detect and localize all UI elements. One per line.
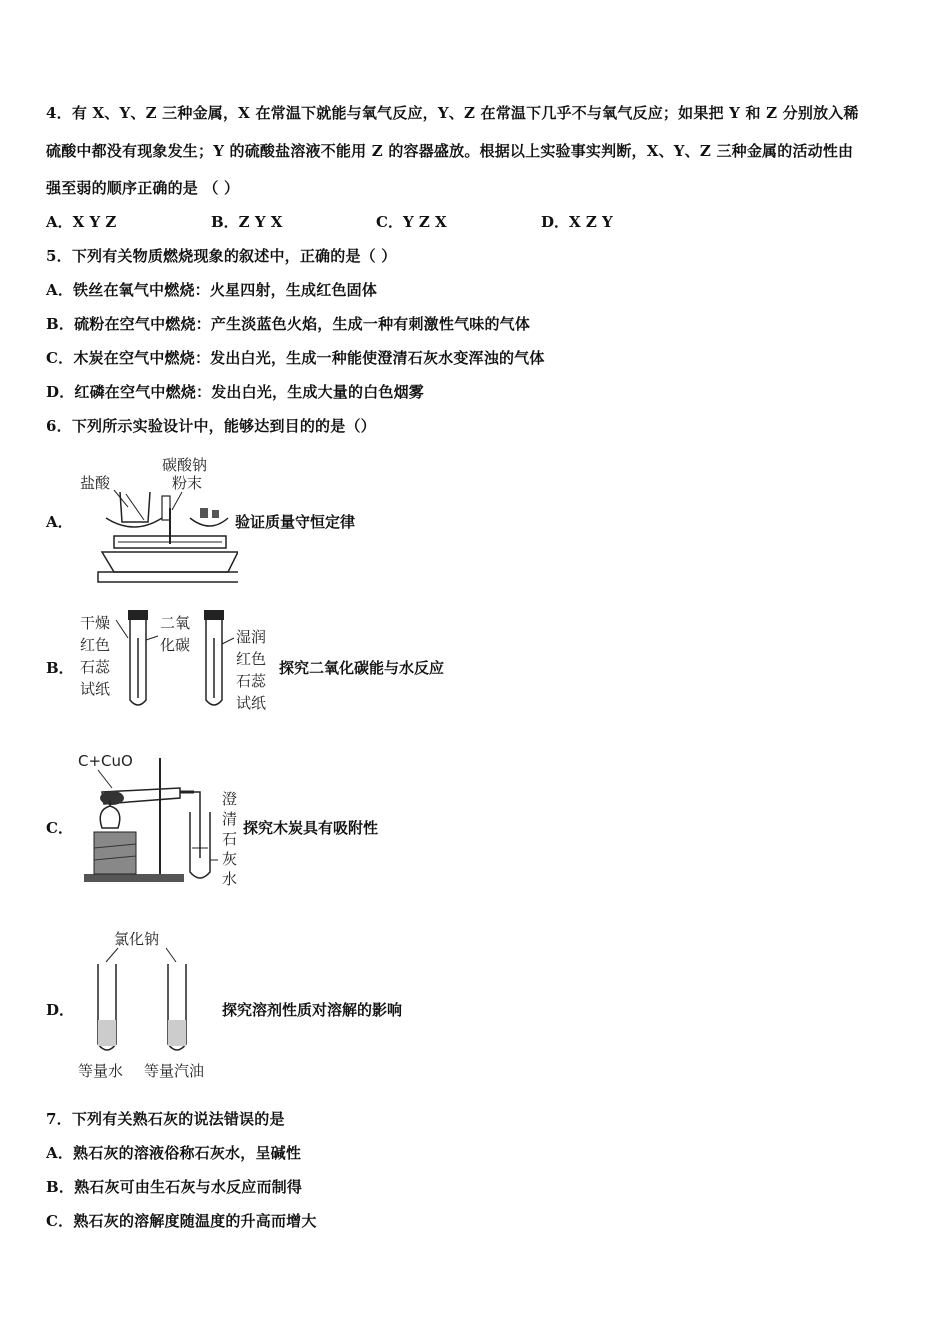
q6-d-caption: 探究溶剂性质对溶解的影响 [222, 1001, 403, 1019]
q4-option-d: D．X Z Y [541, 213, 613, 231]
label-water: 等量水 [78, 1062, 124, 1080]
label-wet-4: 试纸 [236, 694, 267, 712]
q6-c-letter: C． [46, 819, 73, 837]
q7-option-a: A．熟石灰的溶液俗称石灰水，呈碱性 [46, 1144, 302, 1162]
label-gasoline: 等量汽油 [144, 1062, 205, 1080]
q5-option-b: B．硫粉在空气中燃烧：产生淡蓝色火焰，生成一种有刺激性气味的气体 [46, 315, 531, 333]
label-dry-3: 石蕊 [80, 658, 111, 676]
q5-option-a: A．铁丝在氧气中燃烧：火星四射，生成红色固体 [46, 281, 378, 299]
q6-b-caption: 探究二氧化碳能与水反应 [279, 659, 445, 677]
q6-a-caption: 验证质量守恒定律 [235, 513, 356, 531]
q6-b-letter: B． [46, 659, 74, 677]
label-sodium-carbonate: 碳酸钠 [162, 456, 208, 474]
charcoal-reduction-diagram [76, 748, 246, 888]
label-limewater-4: 灰 [222, 850, 238, 868]
q4-stem-line-3: 强至弱的顺序正确的是 （ ） [46, 179, 240, 197]
q5-option-c: C．木炭在空气中燃烧：发出白光，生成一种能使澄清石灰水变浑浊的气体 [46, 349, 545, 367]
q7-option-c: C．熟石灰的溶解度随温度的升高而增大 [46, 1212, 317, 1230]
q6-d-letter: D． [46, 1001, 75, 1019]
label-limewater-2: 清 [222, 810, 238, 828]
q4-stem-line-2: 硫酸中都没有现象发生；Y 的硫酸盐溶液不能用 Z 的容器盛放。根据以上实验事实判断，X、Y、Z 三种金属的活动性由 [46, 142, 854, 160]
q5-option-d: D．红磷在空气中燃烧：发出白光，生成大量的白色烟雾 [46, 383, 425, 401]
label-limewater-3: 石 [222, 830, 238, 848]
balance-diagram [78, 452, 238, 587]
q5-stem: 5．下列有关物质燃烧现象的叙述中，正确的是（ ） [46, 247, 397, 265]
label-wet-1: 湿润 [236, 628, 267, 646]
q7-option-b: B．熟石灰可由生石灰与水反应而制得 [46, 1178, 303, 1196]
q4-option-a: A．X Y Z [46, 213, 117, 231]
label-dry-4: 试纸 [80, 680, 111, 698]
label-sodium-chloride: 氯化钠 [114, 930, 160, 948]
q6-c-caption: 探究木炭具有吸附性 [243, 819, 379, 837]
label-wet-3: 石蕊 [236, 672, 267, 690]
label-dry-2: 红色 [80, 636, 111, 654]
q6-stem: 6．下列所示实验设计中，能够达到目的的是（） [46, 417, 376, 435]
q4-option-b: B．Z Y X [211, 213, 283, 231]
q7-stem: 7．下列有关熟石灰的说法错误的是 [46, 1110, 285, 1128]
label-co2-1: 二氧 [160, 614, 191, 632]
label-limewater-1: 澄 [222, 790, 238, 808]
litmus-tubes-diagram [76, 608, 276, 718]
label-limewater-5: 水 [222, 870, 238, 888]
q4-option-c: C．Y Z X [376, 213, 447, 231]
label-hydrochloric-acid: 盐酸 [80, 474, 111, 492]
q6-a-letter: A． [46, 513, 73, 531]
label-co2-2: 化碳 [160, 636, 191, 654]
label-dry-1: 干燥 [80, 614, 111, 632]
label-wet-2: 红色 [236, 650, 267, 668]
dissolving-diagram [76, 924, 226, 1084]
q4-stem-line-1: 4．有 X、Y、Z 三种金属，X 在常温下就能与氧气反应，Y、Z 在常温下几乎不与氧气反应；如果把 Y 和 Z 分别放入稀 [46, 104, 859, 122]
label-reactants: C+CuO [78, 752, 133, 770]
label-powder: 粉末 [172, 474, 203, 492]
